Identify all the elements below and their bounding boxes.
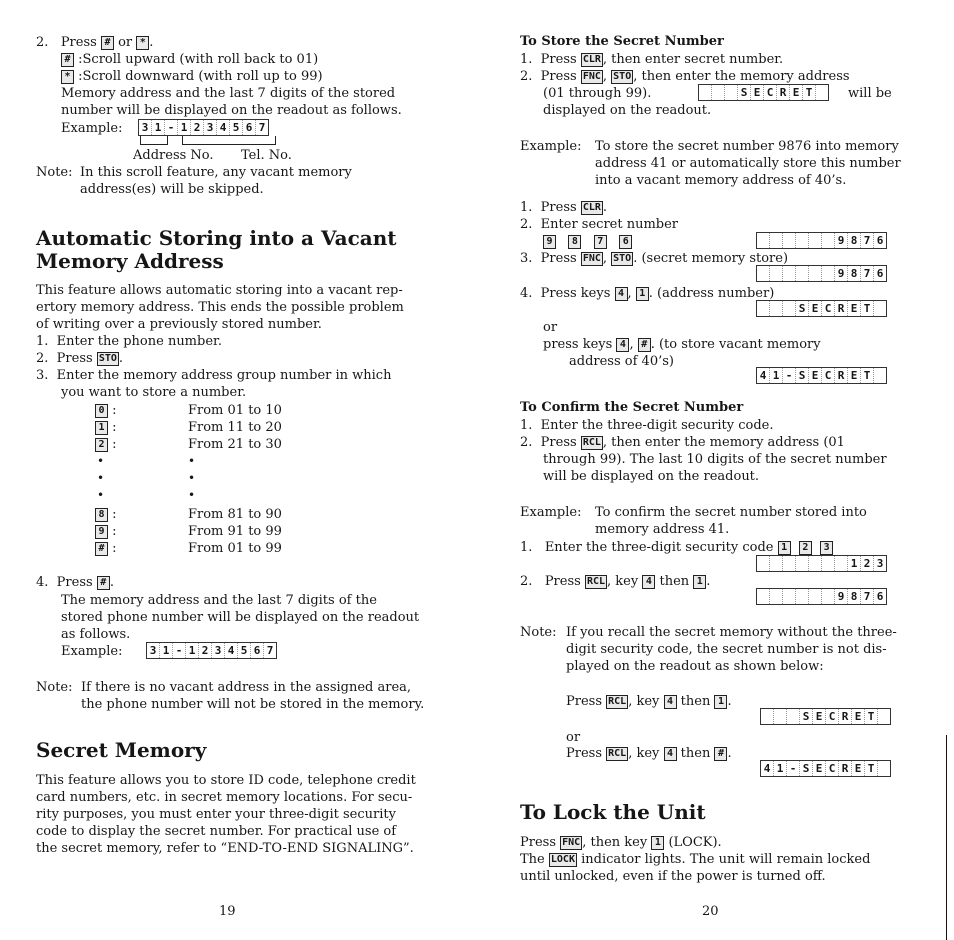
readout-cell (878, 709, 890, 724)
digit-4-key: 4 (616, 338, 629, 352)
intro-text: of writing over a previously stored number. (36, 317, 322, 332)
key-sequence (543, 233, 632, 250)
digit-4-key: 4 (664, 695, 677, 709)
readout-cell: C (826, 761, 839, 776)
readout-cell: - (783, 368, 796, 383)
example-text: To confirm the secret number stored into (595, 505, 867, 520)
section-heading: Secret Memory (36, 738, 207, 762)
readout-cell: 5 (238, 643, 251, 658)
store-step-2-cont: displayed on the readout. (543, 103, 712, 118)
readout-cell: 3 (147, 643, 160, 658)
readout-cell (796, 233, 809, 248)
readout-cell: S (800, 709, 813, 724)
readout-display (756, 232, 887, 249)
readout-display (756, 367, 887, 384)
page-edge-rule (946, 735, 947, 940)
readout-display (756, 265, 887, 282)
readout-cell (822, 556, 835, 571)
sto-key: STO (613, 253, 632, 264)
example-step-2: 2. Enter secret number (520, 217, 679, 232)
readout-cell: 3 (204, 120, 217, 135)
readout-display (138, 119, 269, 136)
sto-key: STO (613, 71, 632, 82)
sto-key: STO (98, 353, 117, 364)
readout-cell: R (777, 85, 790, 100)
readout-cell: R (835, 368, 848, 383)
tel-no-label: Tel. No. (241, 148, 292, 163)
step-4-text: The memory address and the last 7 digits of the (61, 593, 377, 608)
subheading: To Confirm the Secret Number (520, 400, 744, 415)
readout-cell: - (165, 120, 178, 135)
digit-8-key: 8 (568, 235, 581, 249)
digit-2-key: 2 (95, 438, 108, 452)
readout-cell: E (809, 301, 822, 316)
readout-cell: R (835, 301, 848, 316)
readout-cell (783, 301, 796, 316)
readout-cell: 1 (152, 120, 165, 135)
readout-cell (809, 266, 822, 281)
note-text: the phone number will not be stored in the memory. (81, 697, 425, 712)
readout-cell (757, 301, 770, 316)
digit-4-key: 4 (615, 287, 628, 301)
readout-cell (699, 85, 712, 100)
example-label: Example: (520, 139, 582, 154)
group-range: From 81 to 90 (188, 507, 282, 522)
readout-cell (822, 233, 835, 248)
readout-cell: 9 (835, 589, 848, 604)
ellipsis-dot: • (97, 454, 105, 468)
readout-cell: S (800, 761, 813, 776)
readout-cell: 3 (139, 120, 152, 135)
hash-key: # (101, 36, 114, 50)
readout-cell (796, 266, 809, 281)
step-3: 3. Enter the memory address group number in which (36, 368, 392, 383)
note-label: Note: (36, 165, 73, 180)
ellipsis-dot: • (188, 471, 196, 485)
readout-cell (822, 589, 835, 604)
digit-4-key: 4 (642, 575, 655, 589)
item-2: 2. Press # or * . (36, 35, 154, 50)
digit-8-key: 8 (95, 508, 108, 522)
readout-cell: 1 (774, 761, 787, 776)
section-heading: Automatic Storing into a Vacant (36, 226, 397, 250)
readout-cell (757, 589, 770, 604)
ellipsis-dot: • (188, 454, 196, 468)
readout-cell (757, 556, 770, 571)
readout-cell: - (787, 761, 800, 776)
fnc-key: FNC (582, 253, 601, 264)
rcl-key: RCL (586, 576, 606, 587)
secret-text: This feature allows you to store ID code, telephone credit (36, 773, 416, 788)
group-row: 0 : (95, 402, 117, 419)
readout-cell: 6 (876, 234, 884, 247)
readout-cell: 1 (186, 643, 199, 658)
group-row: # : (95, 540, 117, 557)
hash-key: # (95, 542, 108, 556)
readout-cell: R (839, 761, 852, 776)
note-text: played on the readout as shown below: (566, 659, 824, 674)
confirm-step-2: 2. Press RCL , then enter the memory address (01 (520, 435, 845, 450)
scroll-down-line: * :Scroll downward (with roll up to 99) (61, 68, 323, 85)
readout-display (756, 555, 887, 572)
store-step-1: 1. Press CLR , then enter secret number. (520, 52, 784, 67)
group-range: From 21 to 30 (188, 437, 282, 452)
readout-cell: S (796, 368, 809, 383)
example-label: Example: (520, 505, 582, 520)
readout-cell: E (809, 368, 822, 383)
readout-cell: E (790, 85, 803, 100)
page-number: 20 (702, 904, 719, 919)
page-number: 19 (219, 904, 236, 919)
subheading: To Store the Secret Number (520, 34, 724, 49)
digit-1-key: 1 (714, 695, 727, 709)
readout-cell: 4 (217, 120, 230, 135)
or-text: or (543, 320, 558, 335)
tel-bracket (182, 136, 276, 145)
readout-cell (770, 266, 783, 281)
readout-cell (796, 589, 809, 604)
readout-cell (835, 556, 848, 571)
or-press-line: press keys 4 , # . (to store vacant memory (543, 337, 821, 352)
readout-cell: 8 (848, 266, 861, 281)
readout-cell: 6 (876, 590, 884, 603)
readout-cell: R (839, 709, 852, 724)
lock-indicator: LOCK (550, 854, 575, 865)
secret-text: the secret memory, refer to “END-TO-END SIGNALING”. (36, 841, 414, 856)
readout-cell (878, 761, 890, 776)
note-press-line: Press RCL , key 4 then # . (566, 746, 732, 761)
step-4-text: stored phone number will be displayed on the readout (61, 610, 420, 625)
note-text: address(es) will be skipped. (80, 182, 264, 197)
step-2: 2. Press STO . (36, 351, 124, 366)
readout-cell: 7 (258, 121, 266, 134)
readout-cell (796, 556, 809, 571)
readout-cell (809, 556, 822, 571)
store-step-2: 2. Press FNC , STO , then enter the memory address (520, 69, 850, 84)
memory-text: number will be displayed on the readout as follows. (61, 103, 402, 118)
digit-2-key: 2 (799, 541, 812, 555)
example-text: address 41 or automatically store this number (595, 156, 901, 171)
lock-line: until unlocked, even if the power is turned off. (520, 869, 826, 884)
intro-text: ertory memory address. This ends the possible problem (36, 300, 404, 315)
readout-cell: C (826, 709, 839, 724)
readout-cell: C (822, 301, 835, 316)
example-step-3: 3. Press FNC , STO . (secret memory store) (520, 251, 789, 266)
readout-cell (770, 301, 783, 316)
example-text: into a vacant memory address of 40’s. (595, 173, 847, 188)
or-text: or (566, 730, 581, 745)
fnc-key: FNC (582, 71, 601, 82)
readout-display (698, 84, 829, 101)
digit-0-key: 0 (95, 404, 108, 418)
readout-cell (822, 266, 835, 281)
readout-cell: 1 (770, 368, 783, 383)
star-key: * (61, 70, 74, 84)
hash-key: # (638, 338, 651, 352)
confirm-step-2-cont: through 99). The last 10 digits of the secret number (543, 452, 887, 467)
readout-cell (774, 709, 787, 724)
fnc-key: FNC (562, 837, 581, 848)
readout-cell (787, 709, 800, 724)
digit-1-key: 1 (636, 287, 649, 301)
readout-cell (783, 589, 796, 604)
readout-cell (783, 233, 796, 248)
readout-cell: E (848, 301, 861, 316)
note-press-line: Press RCL , key 4 then 1 . (566, 694, 732, 709)
readout-cell: T (861, 368, 874, 383)
readout-cell: 4 (757, 368, 770, 383)
group-row: 9 : (95, 523, 117, 540)
readout-cell: 3 (876, 557, 884, 570)
digit-1-key: 1 (778, 541, 791, 555)
readout-cell: 1 (848, 556, 861, 571)
readout-cell (761, 709, 774, 724)
readout-cell: E (751, 85, 764, 100)
readout-cell: 6 (876, 267, 884, 280)
readout-cell (770, 589, 783, 604)
group-range: From 01 to 10 (188, 403, 282, 418)
section-heading: Memory Address (36, 249, 224, 273)
readout-cell: E (813, 761, 826, 776)
intro-text: This feature allows automatic storing into a vacant rep- (36, 283, 403, 298)
note-label: Note: (520, 625, 557, 640)
readout-cell: 7 (861, 266, 874, 281)
note-label: Note: (36, 680, 73, 695)
lock-line: The LOCK indicator lights. The unit will remain locked (520, 852, 871, 867)
section-heading: To Lock the Unit (520, 800, 706, 824)
group-row: 1 : (95, 419, 117, 436)
digit-4-key: 4 (664, 747, 677, 761)
example-text: memory address 41. (595, 522, 730, 537)
readout-cell: T (865, 761, 878, 776)
example-text: To store the secret number 9876 into memory (595, 139, 899, 154)
ellipsis-dot: • (97, 488, 105, 502)
readout-cell (757, 233, 770, 248)
ellipsis-dot: • (97, 471, 105, 485)
readout-cell (770, 556, 783, 571)
or-press-cont: address of 40’s) (569, 354, 674, 369)
readout-cell: 7 (861, 233, 874, 248)
confirm-step-1: 1. Enter the three-digit security code. (520, 418, 774, 433)
readout-cell: 5 (230, 120, 243, 135)
note-text: If there is no vacant address in the assigned area, (81, 680, 412, 695)
star-key: * (136, 36, 149, 50)
digit-1-key: 1 (95, 421, 108, 435)
readout-cell: 1 (160, 643, 173, 658)
readout-cell: 2 (861, 556, 874, 571)
group-range: From 11 to 20 (188, 420, 282, 435)
secret-text: rity purposes, you must enter your three-digit security (36, 807, 396, 822)
confirm-step-2-cont: will be displayed on the readout. (543, 469, 760, 484)
address-no-label: Address No. (133, 148, 214, 163)
rcl-key: RCL (608, 696, 627, 707)
rcl-key: RCL (608, 748, 627, 759)
note-text: If you recall the secret memory without the three- (566, 625, 897, 640)
digit-7-key: 7 (594, 235, 607, 249)
scroll-up-line: # :Scroll upward (with roll back to 01) (61, 51, 318, 68)
digit-9-key: 9 (95, 525, 108, 539)
readout-cell: 1 (178, 120, 191, 135)
readout-cell (725, 85, 738, 100)
readout-cell: 8 (848, 233, 861, 248)
example-step-1: 1. Press CLR . (520, 200, 608, 215)
readout-cell: E (848, 368, 861, 383)
secret-text: card numbers, etc. in secret memory locations. For secu- (36, 790, 413, 805)
clr-key: CLR (582, 202, 601, 213)
readout-cell (783, 266, 796, 281)
readout-cell (712, 85, 725, 100)
group-range: From 01 to 99 (188, 541, 282, 556)
readout-cell: T (861, 301, 874, 316)
readout-cell: 9 (835, 233, 848, 248)
digit-1-key: 1 (651, 836, 664, 850)
readout-display (756, 300, 887, 317)
readout-cell: 9 (835, 266, 848, 281)
readout-cell: 2 (199, 643, 212, 658)
digit-3-key: 3 (820, 541, 833, 555)
secret-text: code to display the secret number. For practical use of (36, 824, 397, 839)
step-4-text: as follows. (61, 627, 131, 642)
note-text: digit security code, the secret number is not dis- (566, 642, 887, 657)
readout-display (760, 760, 891, 777)
readout-cell: 6 (243, 120, 256, 135)
memory-text: Memory address and the last 7 digits of the stored (61, 86, 396, 101)
step-1: 1. Enter the phone number. (36, 334, 222, 349)
readout-cell: 8 (848, 589, 861, 604)
digit-6-key: 6 (619, 235, 632, 249)
readout-cell: T (803, 85, 816, 100)
readout-cell (770, 233, 783, 248)
step-3-cont: you want to store a number. (61, 385, 247, 400)
readout-cell: S (796, 301, 809, 316)
readout-display (146, 642, 277, 659)
readout-cell: E (852, 709, 865, 724)
readout-cell (816, 85, 828, 100)
readout-display (760, 708, 891, 725)
step-4: 4. Press # . (36, 575, 114, 590)
readout-cell: 7 (861, 589, 874, 604)
readout-cell: 2 (191, 120, 204, 135)
readout-cell (809, 589, 822, 604)
hash-key: # (61, 53, 74, 67)
example-label: Example: (61, 644, 123, 659)
clr-key: CLR (582, 54, 601, 65)
readout-cell: - (173, 643, 186, 658)
digit-9-key: 9 (543, 235, 556, 249)
store-step-2-cont: (01 through 99). (543, 86, 652, 101)
readout-cell (783, 556, 796, 571)
readout-cell: E (852, 761, 865, 776)
example-step-4: 4. Press keys 4 , 1 . (address number) (520, 286, 775, 301)
confirm-ex-step-1: 1. Enter the three-digit security code 1 2 3 (520, 539, 833, 556)
right-page (477, 0, 954, 940)
readout-cell: E (813, 709, 826, 724)
readout-cell: S (738, 85, 751, 100)
readout-cell (874, 301, 886, 316)
readout-cell: 3 (212, 643, 225, 658)
readout-cell: 4 (761, 761, 774, 776)
digit-1-key: 1 (693, 575, 706, 589)
readout-cell: 4 (225, 643, 238, 658)
lock-line: Press FNC , then key 1 (LOCK). (520, 835, 722, 850)
group-row: 8 : (95, 506, 117, 523)
readout-cell: C (764, 85, 777, 100)
readout-cell: 7 (266, 644, 274, 657)
ellipsis-dot: • (188, 488, 196, 502)
note-text: In this scroll feature, any vacant memory (80, 165, 352, 180)
group-range: From 91 to 99 (188, 524, 282, 539)
group-row: 2 : (95, 436, 117, 453)
rcl-key: RCL (582, 437, 601, 448)
readout-cell (809, 233, 822, 248)
store-step-2-cont: will be (848, 86, 892, 101)
readout-cell: C (822, 368, 835, 383)
confirm-ex-step-2: 2. Press RCL , key 4 then 1 . (520, 574, 711, 589)
hash-key: # (714, 747, 727, 761)
readout-cell: 6 (251, 643, 264, 658)
example-label: Example: (61, 121, 123, 136)
address-bracket (140, 136, 168, 145)
readout-display (756, 588, 887, 605)
readout-cell: T (865, 709, 878, 724)
readout-cell (757, 266, 770, 281)
hash-key: # (97, 576, 110, 590)
readout-cell (874, 368, 886, 383)
